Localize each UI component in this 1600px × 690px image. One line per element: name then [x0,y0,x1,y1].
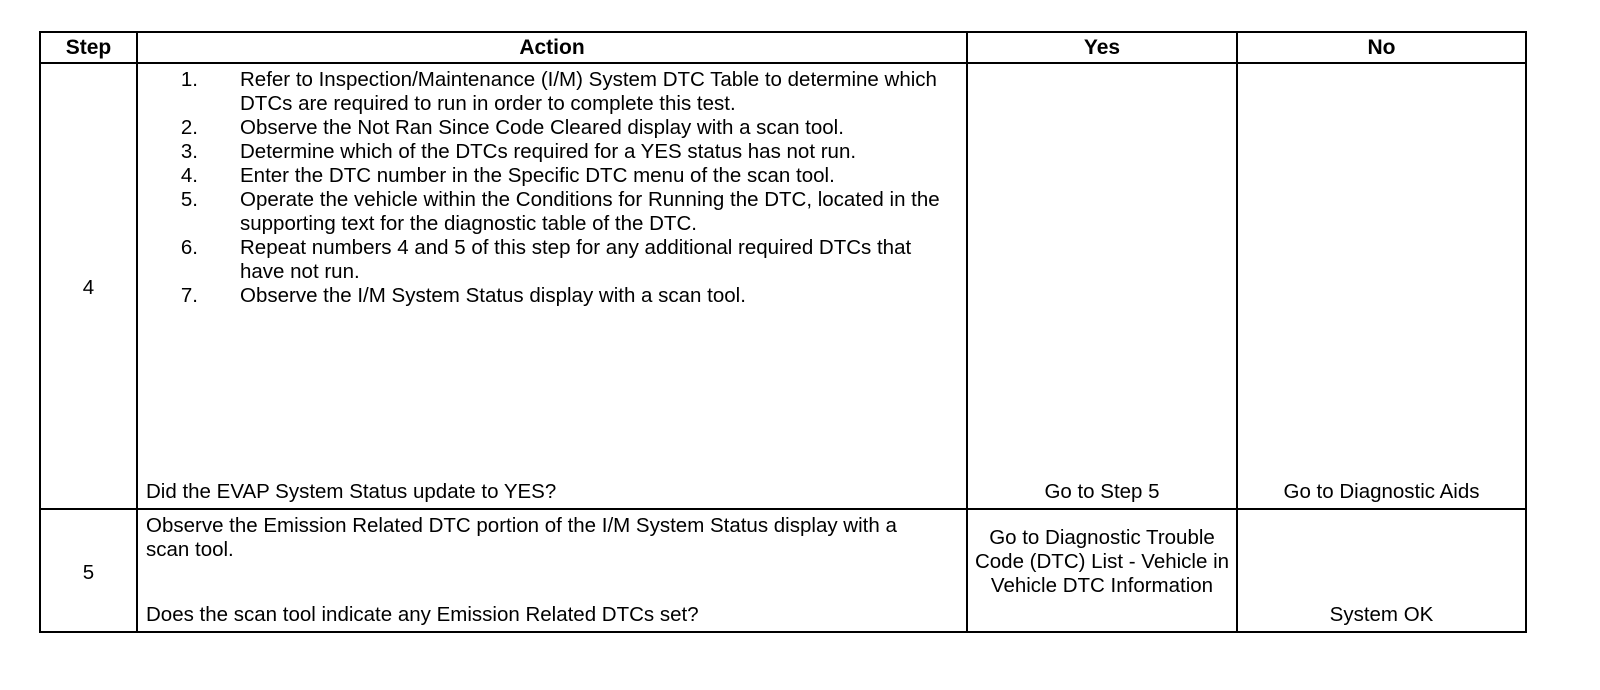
list-item-text: Repeat numbers 4 and 5 of this step for any additional required DTCs that have not run. [240,236,912,283]
step-number-cell [40,63,137,509]
yes-outcome: Go to Step 5 [1044,480,1160,503]
list-item-number: 3. [180,140,198,163]
no-outcome: Go to Diagnostic Aids [1283,480,1480,503]
action-cell [137,63,967,509]
no-outcome: System OK [1329,603,1434,626]
list-item [146,236,966,284]
list-item-number: 2. [180,116,198,139]
step-question: Does the scan tool indicate any Emission Related DTCs set? [146,603,699,626]
yes-cell [967,509,1237,632]
action-text: Observe the Emission Related DTC portion of the I/M System Status display with a scan tool. [146,514,897,561]
list-item-text: Enter the DTC number in the Specific DTC menu of the scan tool. [240,164,835,187]
list-item-text: Refer to Inspection/Maintenance (I/M) System DTC Table to determine which DTCs are required to run in order to complete this test. [240,68,937,115]
list-item-number: 5. [180,188,198,211]
header-yes: Yes [967,32,1237,63]
header-action: Action [137,32,967,63]
step-number-cell [40,509,137,632]
table-row [40,63,1526,509]
list-item [146,140,966,164]
header-no: No [1237,32,1526,63]
header-step: Step [40,32,137,63]
diagnostic-table [39,31,1527,633]
list-item-number: 7. [180,284,198,307]
step-question: Did the EVAP System Status update to YES? [146,480,557,503]
list-item-text: Determine which of the DTCs required for a YES status has not run. [240,140,857,163]
list-item-number: 4. [180,164,198,187]
list-item [146,164,966,188]
action-list [146,64,966,308]
list-item-number: 1. [180,68,198,91]
header-row [40,32,1526,63]
list-item-text: Observe the I/M System Status display with a scan tool. [240,284,746,307]
list-item-text: Operate the vehicle within the Conditions for Running the DTC, located in the supporting text for the diagnostic table of the DTC. [240,188,940,235]
table-row [40,509,1526,632]
list-item [146,188,966,236]
list-item [146,116,966,140]
action-cell [137,509,967,632]
no-cell [1237,509,1526,632]
no-cell [1237,63,1526,509]
list-item [146,284,966,308]
yes-outcome: Go to Diagnostic Trouble Code (DTC) List - Vehicle in Vehicle DTC Information [974,526,1230,597]
step-number: 5 [82,560,95,584]
step-number: 4 [82,276,95,299]
list-item-text: Observe the Not Ran Since Code Cleared display with a scan tool. [240,116,844,139]
list-item-number: 6. [180,236,198,259]
yes-cell [967,63,1237,509]
list-item [146,68,966,116]
